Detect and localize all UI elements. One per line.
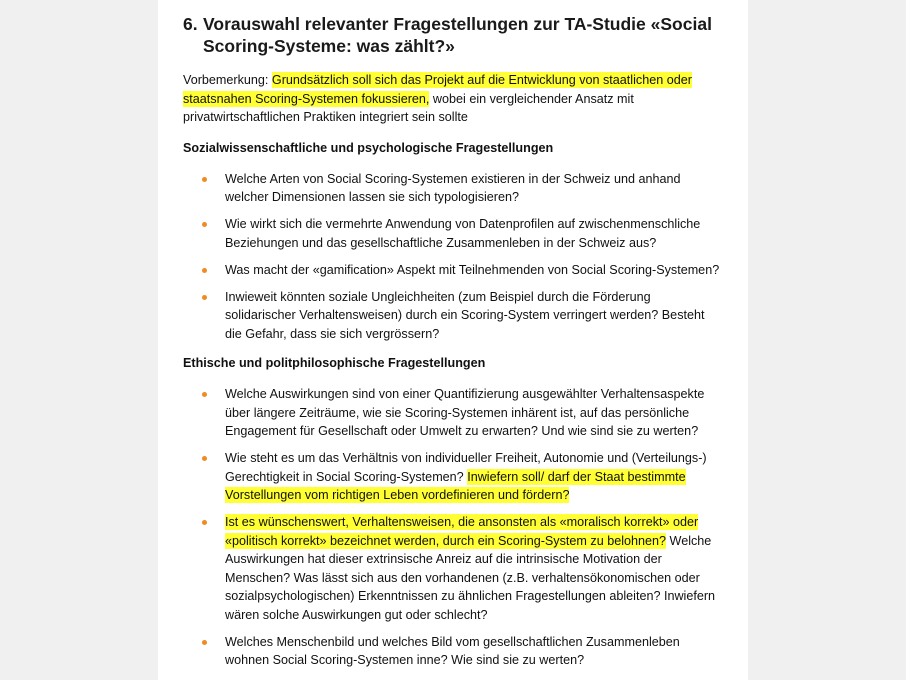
- section-number: 6.: [183, 14, 198, 34]
- question-item: [183, 513, 723, 624]
- question-text: Welche Arten von Social Scoring-Systemen existieren in der Schweiz und anhand welcher Dimensionen lassen sie sich typologisieren?: [225, 171, 681, 204]
- question-item: [183, 170, 723, 207]
- question-highlight: Inwiefern soll/ darf der Staat bestimmte Vorstellungen vom richtigen Leben vordefinieren und fördern?: [225, 469, 686, 502]
- bullet-dot-icon: [202, 268, 207, 273]
- question-item: [183, 261, 723, 280]
- section-title: Vorauswahl relevanter Fragestellungen zur TA-Studie «Social Scoring-Systeme: was zählt?»: [203, 14, 712, 56]
- bullet-dot-icon: [202, 392, 207, 397]
- question-text: Welche Auswirkungen sind von einer Quantifizierung ausgewählter Verhaltensaspekte über längere Zeiträume, wie sie Scoring-Systemen inhärent ist, auf das persönliche Engagement für Gesellschaft oder Umwelt zu erwarten? Und wie sind sie zu werten?: [225, 387, 705, 438]
- section-subheading: Ethische und politphilosophische Fragestellungen: [183, 356, 486, 370]
- bullet-dot-icon: [202, 520, 207, 525]
- section-heading: [183, 13, 723, 57]
- question-item: [183, 449, 723, 505]
- preliminary-remark: [183, 71, 723, 127]
- question-text: Inwieweit könnten soziale Ungleichheiten (zum Beispiel durch die Förderung solidarischer Verhaltensweisen) durch ein Scoring-System verringert werden? Besteht die Gefahr, dass sie sich vergrössern?: [225, 289, 705, 341]
- question-item: [183, 215, 723, 252]
- question-item: [183, 385, 723, 441]
- question-text-continued: Welche Auswirkungen hat dieser extrinsische Anreiz auf die intrinsische Motivation der Menschen? Was lässt sich aus den vorhandenen (z.B. verhaltensökonomischen oder sozialpsychologischen) Erkenntnissen zu ähnlichen Fragestellungen ableiten? Inwiefern wären solche Auswirkungen gut oder schlecht?: [225, 533, 716, 622]
- question-text: Wie wirkt sich die vermehrte Anwendung von Datenprofilen auf zwischenmenschliche Beziehungen und das gesellschaftliche Zusammenleben in der Schweiz aus?: [225, 217, 701, 250]
- question-item: [183, 288, 723, 344]
- bullet-dot-icon: [202, 640, 207, 645]
- section-subheading: Sozialwissenschaftliche und psychologische Fragestellungen: [183, 140, 554, 155]
- question-list: [183, 385, 723, 670]
- question-list: [183, 170, 723, 344]
- document-content: [183, 13, 723, 680]
- question-sections: [183, 139, 723, 670]
- bullet-dot-icon: [202, 295, 207, 300]
- bullet-dot-icon: [202, 177, 207, 182]
- document-page: [158, 0, 748, 680]
- question-item: [183, 633, 723, 670]
- question-highlight: Ist es wünschenswert, Verhaltensweisen, die ansonsten als «moralisch korrekt» oder «politisch korrekt» bezeichnet werden, durch ein Scoring-System zu belohnen?: [225, 515, 699, 548]
- question-text: Was macht der «gamification» Aspekt mit Teilnehmenden von Social Scoring-Systemen?: [225, 262, 720, 277]
- bullet-dot-icon: [202, 456, 207, 461]
- question-text: Welches Menschenbild und welches Bild vom gesellschaftlichen Zusammenleben wohnen Social Scoring-Systemen inne? Wie sind sie zu werten?: [225, 634, 680, 667]
- remark-prefix: Vorbemerkung:: [183, 73, 272, 87]
- remark-rest: wobei ein vergleichender Ansatz mit privatwirtschaftlichen Praktiken integriert sein sollte: [183, 91, 634, 124]
- remark-highlight: Grundsätzlich soll sich das Projekt auf die Entwicklung von staatlichen oder staatsnahen Scoring-Systemen fokussieren,: [183, 73, 692, 106]
- bullet-dot-icon: [202, 222, 207, 227]
- question-text: Wie steht es um das Verhältnis von individueller Freiheit, Autonomie und (Verteilungs-) Gerechtigkeit in Social Scoring-Systemen?: [225, 451, 707, 484]
